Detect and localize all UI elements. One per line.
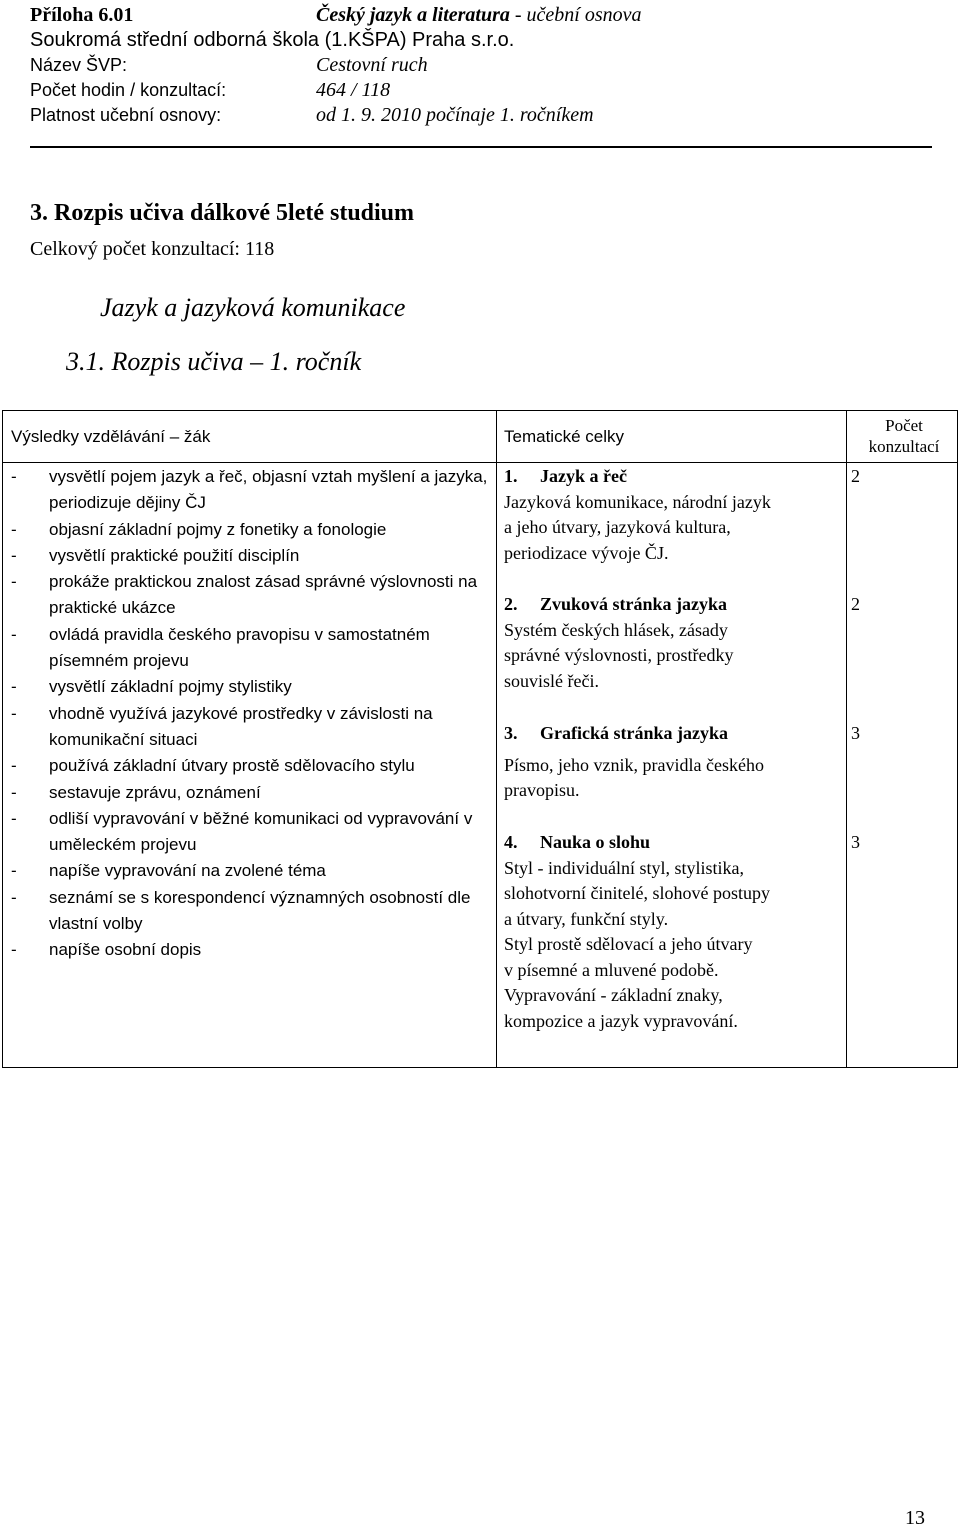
topic-number: 4. [504,832,518,852]
list-dash: - [11,624,17,644]
document-header [30,0,932,125]
list-item [11,885,495,938]
total-consultations: Celkový počet konzultací: 118 [30,238,275,260]
topic-count: 2 [851,594,860,614]
header-row-value: od 1. 9. 2010 počínaje 1. ročníkem [316,104,594,126]
topic-line: periodizace vývoje ČJ. [504,542,669,563]
outcome-text: odliší vypravování v běžné komunikaci od vypravování v uměleckém projevu [49,808,473,855]
header-row-label: Název ŠVP: [30,55,128,75]
topic-block [504,592,844,694]
topic-line: Systém českých hlásek, zásady [504,619,728,640]
outcome-text: používá základní útvary prostě sdělovacího stylu [49,756,415,776]
topic-line: správné výslovnosti, prostředky [504,645,734,665]
topic-block [504,830,844,1034]
header-row-label: Platnost učební osnovy: [30,105,222,125]
topic-name: Jazyk a řeč [540,466,627,486]
list-item [11,701,495,754]
header-row-label: Počet hodin / konzultací: [30,80,227,100]
topic-name: Nauka o slohu [540,832,651,852]
list-item [11,806,495,859]
topic-title [504,721,844,747]
topic-line: souvislé řeči. [504,670,599,691]
subject-line [316,3,642,28]
header-count-line2: konzultací [868,437,940,456]
topic-block [504,721,844,804]
topic-count: 2 [851,466,860,486]
list-dash: - [11,467,17,486]
page-number: 13 [905,1507,925,1529]
outcome-text: vysvětlí praktické použití disciplín [49,545,300,565]
outcome-text: vhodně využívá jazykové prostředky v závislosti na komunikační situaci [49,703,433,749]
header-row-value: Cestovní ruch [316,54,428,76]
list-dash: - [11,519,17,539]
annex-label: Příloha 6.01 [30,4,134,26]
topic-title [504,464,844,490]
topic-number: 3. [504,723,518,743]
header-row-svp [30,53,932,78]
header-divider [30,146,932,148]
topic-line: Jazyková komunikace, národní jazyk [504,491,771,512]
list-dash: - [11,940,17,960]
topic-line: Styl prostě sdělovací a jeho útvary [504,934,753,954]
header-row-validity [30,103,932,128]
topic-line: a jeho útvary, jazyková kultura, [504,517,731,537]
outcome-text: sestavuje zprávu, oznámení [49,782,261,802]
topic-block [504,464,844,566]
header-count-line1: Počet [885,416,923,435]
list-dash: - [11,703,17,723]
subsection-title: 3.1. Rozpis učiva – 1. ročník [66,347,362,376]
outcomes-list [11,464,495,964]
column-divider-2 [846,411,847,1067]
topic-name: Zvuková stránka jazyka [540,594,728,614]
outcome-text: objasní základní pojmy z fonetiky a fonologie [49,519,387,539]
subject-name: Český jazyk a literatura [316,4,510,26]
topic-count: 3 [851,832,860,852]
header-row-value: 464 / 118 [316,79,391,101]
subject-suffix: - učební osnova [509,4,642,26]
outcome-text: vysvětlí základní pojmy stylistiky [49,677,292,697]
topic-title [504,592,844,618]
list-dash: - [11,756,17,776]
list-item [11,937,495,963]
topic-name: Grafická stránka jazyka [540,723,728,743]
school-name: Soukromá střední odborná škola (1.KŠPA) Praha s.r.o. [30,29,515,51]
list-dash: - [11,861,17,881]
section-title: 3. Rozpis učiva dálkové 5leté studium [30,200,415,226]
topic-line: Styl - individuální styl, stylistika, [504,857,745,878]
topic-line: a útvary, funkční styly. [504,908,669,929]
outcome-text: vysvětlí pojem jazyk a řeč, objasní vztah myšlení a jazyka, periodizuje dějiny ČJ [49,467,488,513]
list-item [11,674,495,700]
table-header-row [3,411,957,463]
list-dash: - [11,808,17,828]
area-title: Jazyk a jazyková komunikace [100,293,406,322]
list-item [11,780,495,806]
topic-line: Vypravování - základní znaky, [504,985,723,1005]
list-item [11,753,495,779]
header-topics: Tematické celky [504,427,624,446]
outcome-text: seznámí se s korespondencí významných osobností dle vlastní volby [49,887,471,934]
header-outcomes: Výsledky vzdělávání – žák [11,427,211,446]
topic-number: 2. [504,594,518,614]
outcome-text: napíše vypravování na zvolené téma [49,861,326,881]
list-item [11,622,495,675]
column-divider-1 [496,411,497,1067]
curriculum-table [2,410,958,1068]
outcome-text: napíše osobní dopis [49,940,202,960]
list-dash: - [11,545,17,565]
list-item [11,464,495,517]
list-item [11,569,495,622]
topic-line: v písemné a mluvené podobě. [504,959,719,980]
header-count [851,415,957,457]
school-name-row [30,28,932,53]
list-dash: - [11,887,17,907]
outcome-text: ovládá pravidla českého pravopisu v samostatném písemném projevu [49,624,430,671]
topic-line: pravopisu. [504,780,580,800]
list-dash: - [11,782,17,802]
header-annex-row [30,3,932,28]
topic-line: kompozice a jazyk vypravování. [504,1010,738,1031]
list-dash: - [11,677,17,697]
list-item [11,858,495,884]
topic-count: 3 [851,723,860,743]
header-row-hours [30,78,932,103]
list-item [11,543,495,569]
outcome-text: prokáže praktickou znalost zásad správné výslovnosti na praktické ukázce [49,572,478,618]
topic-title [504,830,844,856]
topic-line: Písmo, jeho vznik, pravidla českého [504,754,764,775]
list-item [11,517,495,543]
topic-number: 1. [504,466,518,486]
list-dash: - [11,572,17,592]
topic-line: slohotvorní činitelé, slohové postupy [504,883,770,903]
